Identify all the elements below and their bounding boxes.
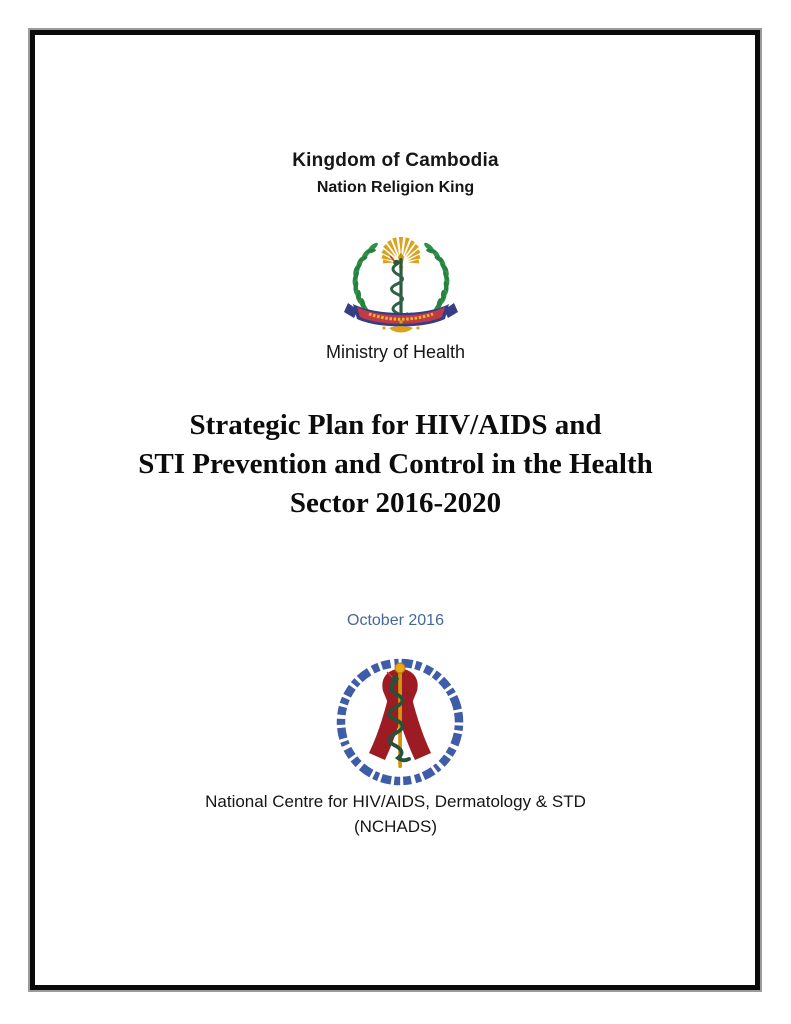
nchads-logo-graphic — [329, 656, 471, 790]
ministry-of-health-emblem — [0, 218, 791, 345]
organization-name: National Centre for HIV/AIDS, Dermatology & STD — [205, 792, 586, 811]
title-line-1: Strategic Plan for HIV/AIDS and — [189, 409, 602, 441]
publication-date: October 2016 — [347, 612, 444, 629]
ministry-label: Ministry of Health — [325, 342, 466, 362]
nchads-logo — [0, 656, 791, 795]
document-title — [0, 406, 791, 523]
organization-abbreviation: (NCHADS) — [353, 817, 438, 836]
rod-of-asclepius-icon — [390, 257, 407, 316]
moh-emblem-graphic — [334, 218, 468, 340]
motto-text: Nation Religion King — [316, 179, 475, 196]
title-line-2: STI Prevention and Control in the Health — [138, 448, 653, 480]
title-line-3: Sector 2016-2020 — [289, 487, 502, 519]
kingdom-heading: Kingdom of Cambodia — [292, 150, 499, 171]
